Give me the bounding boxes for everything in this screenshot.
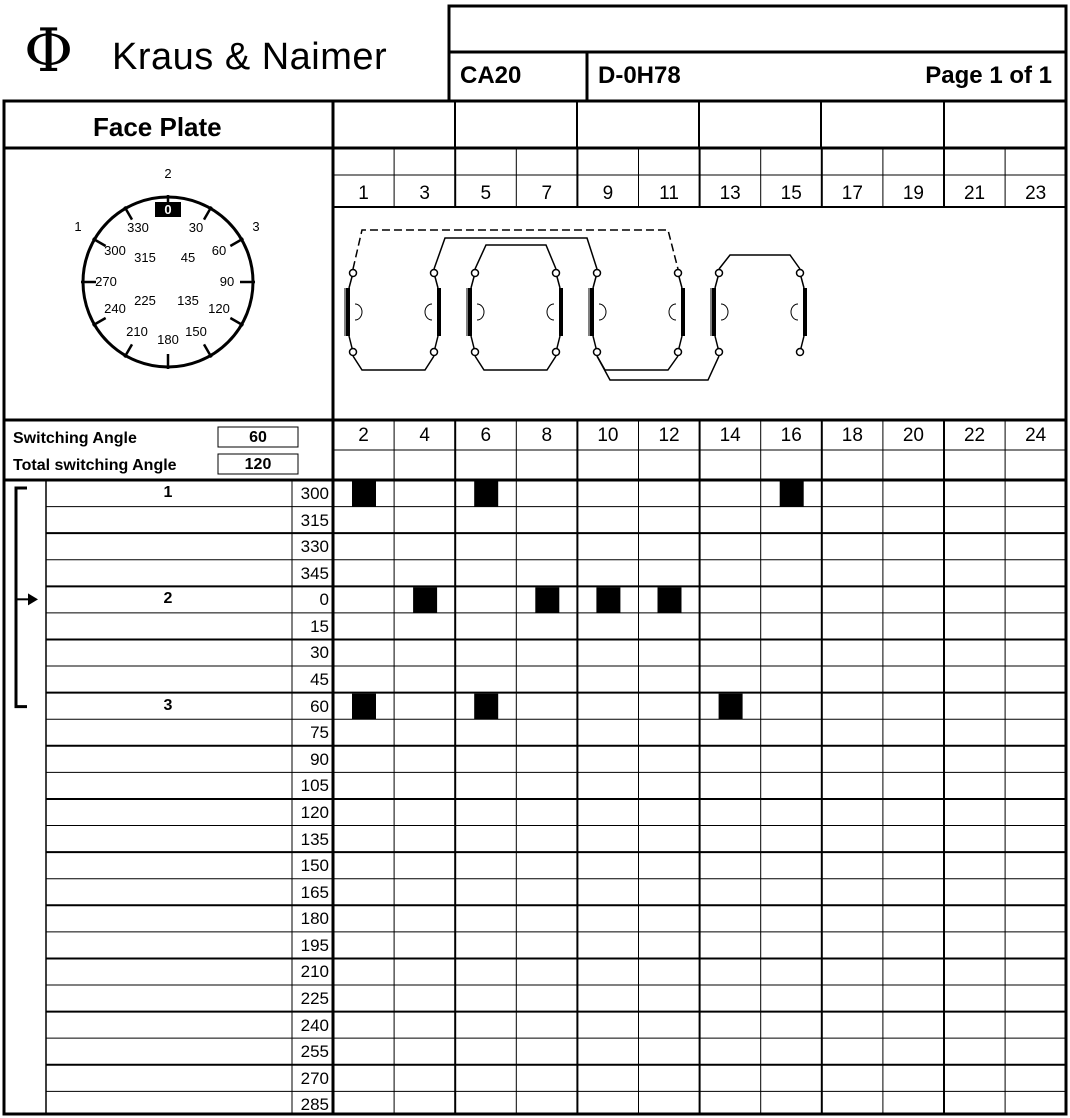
dial-angle-135: 135 (177, 293, 199, 308)
position-angle-270: 270 (300, 1068, 329, 1088)
terminal-bottom-12: 12 (658, 425, 680, 446)
dial-angle-210: 210 (126, 324, 148, 339)
position-angle-255: 255 (300, 1042, 329, 1062)
position-angle-300: 300 (300, 484, 329, 503)
terminal-top-9: 9 (602, 183, 614, 204)
contact-closed-mark (474, 481, 498, 507)
terminal-bottom-10: 10 (597, 425, 619, 446)
position-angle-45: 45 (310, 670, 329, 690)
terminal-bottom-4: 4 (419, 425, 430, 446)
dial-angle-180: 180 (157, 332, 179, 347)
brand-name: Kraus & Naimer (112, 36, 388, 78)
dial-angle-315: 315 (134, 250, 156, 265)
terminal-top-15: 15 (780, 183, 802, 204)
drawing-code: D-0H78 (598, 62, 681, 89)
dial-angle-90: 90 (219, 274, 235, 289)
contact-closed-mark (352, 481, 376, 507)
position-angle-15: 15 (310, 616, 329, 636)
terminal-top-19: 19 (902, 183, 924, 204)
dial-position-1: 1 (74, 219, 82, 234)
position-label-1: 1 (163, 484, 173, 501)
total-switching-angle-value: 120 (244, 456, 272, 473)
dial-angle-330: 330 (127, 220, 149, 235)
dial-angle-240: 240 (104, 301, 126, 316)
dial-angle-30: 30 (188, 220, 204, 235)
terminal-bottom-6: 6 (480, 425, 492, 446)
dial-position-3: 3 (252, 219, 260, 234)
contact-closed-mark (413, 587, 437, 613)
page-number: Page 1 of 1 (925, 62, 1052, 89)
terminal-bottom-18: 18 (841, 425, 863, 446)
terminal-bottom-24: 24 (1025, 425, 1047, 446)
position-range-bracket (16, 488, 38, 707)
terminal-top-23: 23 (1025, 183, 1047, 204)
dial-angle-150: 150 (185, 324, 207, 339)
model-code: CA20 (460, 62, 522, 89)
dial-angle-270: 270 (95, 274, 117, 289)
position-angle-0: 0 (319, 590, 329, 610)
switching-angle-label: Switching Angle (13, 430, 137, 447)
contact-closed-mark (780, 481, 804, 507)
terminal-top-17: 17 (841, 183, 863, 204)
terminal-top-13: 13 (719, 183, 741, 204)
terminal-bottom-16: 16 (780, 425, 802, 446)
position-angle-330: 330 (300, 537, 329, 557)
position-angle-75: 75 (310, 723, 329, 743)
position-angle-60: 60 (310, 696, 329, 716)
position-angle-285: 285 (300, 1095, 329, 1115)
terminal-top-7: 7 (541, 183, 553, 204)
terminal-top-21: 21 (963, 183, 986, 204)
position-angle-165: 165 (300, 882, 329, 902)
dial-angle-60: 60 (211, 243, 227, 258)
position-angle-195: 195 (300, 935, 329, 955)
position-angle-90: 90 (310, 749, 329, 769)
dial-angle-120: 120 (208, 301, 230, 316)
position-label-3: 3 (163, 696, 173, 714)
position-label-2: 2 (163, 590, 173, 608)
position-angle-240: 240 (300, 1015, 329, 1035)
face-plate-title: Face Plate (93, 112, 222, 142)
terminal-top-1: 1 (358, 183, 369, 204)
position-angle-210: 210 (300, 962, 329, 982)
switching-angle-value: 60 (249, 429, 267, 446)
terminal-bottom-22: 22 (963, 425, 986, 446)
position-angle-345: 345 (300, 563, 329, 583)
terminal-bottom-2: 2 (358, 425, 369, 446)
position-angle-315: 315 (300, 510, 329, 530)
position-angle-150: 150 (300, 856, 329, 876)
dial-position-2: 2 (164, 166, 172, 181)
contact-closed-mark (474, 694, 498, 720)
contact-closed-mark (535, 587, 559, 613)
position-angle-30: 30 (310, 643, 329, 663)
total-switching-angle-label: Total switching Angle (13, 457, 177, 474)
position-angle-120: 120 (300, 802, 329, 822)
contact-closed-mark (719, 694, 743, 720)
contact-closed-mark (596, 587, 620, 613)
terminal-top-5: 5 (480, 183, 492, 204)
terminal-bottom-14: 14 (719, 425, 741, 446)
terminal-bottom-8: 8 (541, 425, 553, 446)
dial-angle-0: 0 (164, 202, 172, 217)
position-angle-135: 135 (300, 829, 329, 849)
position-angle-180: 180 (300, 909, 329, 929)
dial-angle-225: 225 (134, 293, 156, 308)
dial-angle-45: 45 (180, 250, 196, 265)
brand-logo-symbol: Φ (24, 16, 74, 86)
contact-closed-mark (658, 587, 682, 613)
terminal-top-3: 3 (419, 183, 430, 204)
contact-wiring-diagram (345, 230, 805, 380)
position-angle-105: 105 (300, 776, 329, 796)
terminal-top-11: 11 (659, 183, 679, 204)
dial-angle-300: 300 (104, 243, 126, 258)
contact-closed-mark (352, 694, 376, 720)
terminal-bottom-20: 20 (902, 425, 924, 446)
position-angle-225: 225 (300, 989, 329, 1009)
